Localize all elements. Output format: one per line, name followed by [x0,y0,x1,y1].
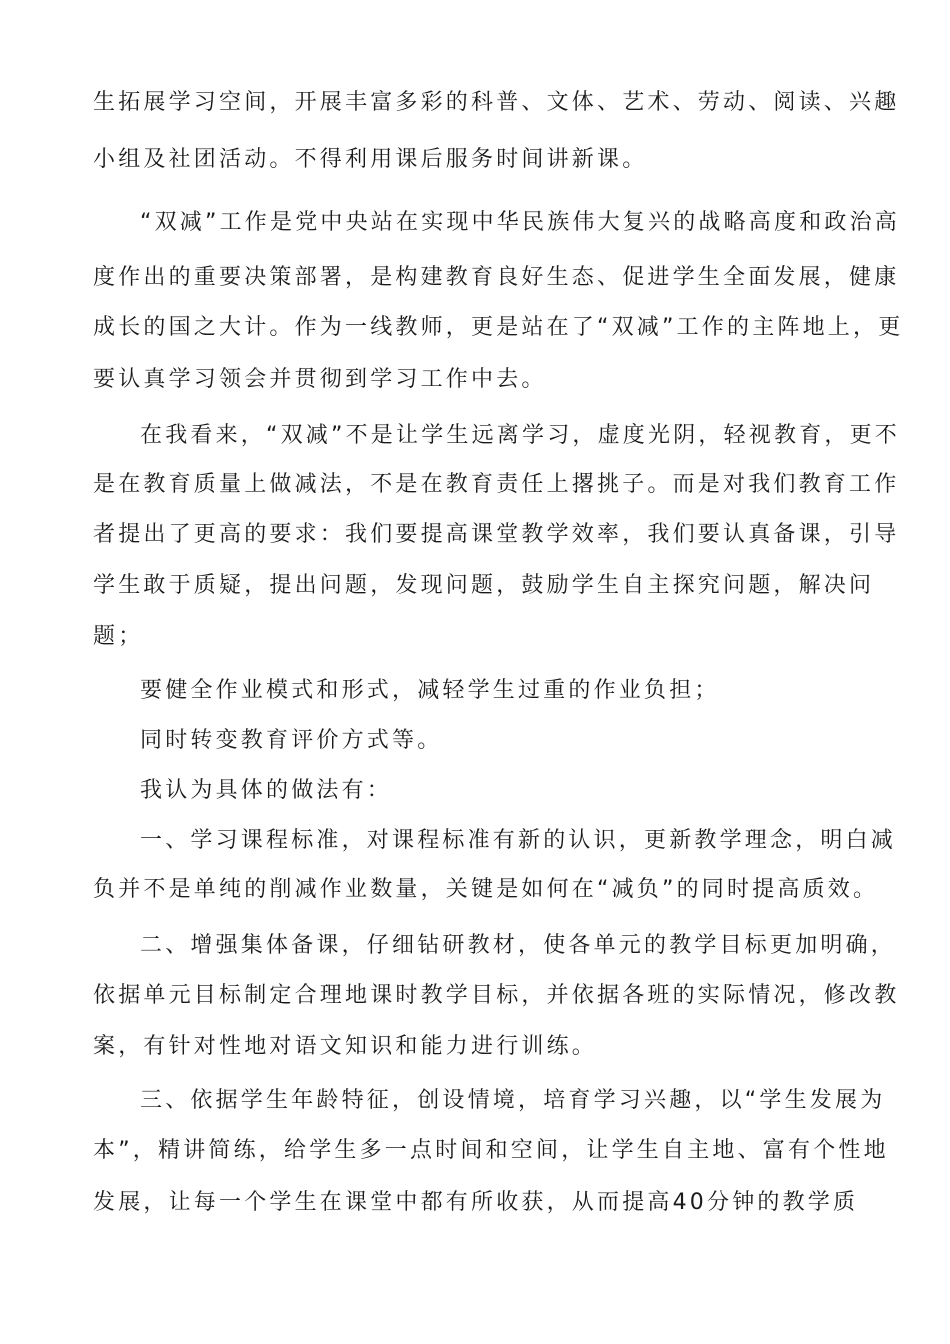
text-line: 依据单元目标制定合理地课时教学目标，并依据各班的实际情况，修改教 [93,983,900,1008]
text-line: 要健全作业模式和形式，减轻学生过重的作业负担； [140,678,720,703]
text-line: 是在教育质量上做减法，不是在教育责任上撂挑子。而是对我们教育工作 [93,472,900,497]
text-line: 三、依据学生年龄特征，创设情境，培育学习兴趣，以“学生发展为 [140,1088,886,1113]
text-line: 我认为具体的做法有： [140,778,393,803]
text-line: “双减”工作是党中央站在实现中华民族伟大复兴的战略高度和政治高 [140,210,900,235]
text-line: 成长的国之大计。作为一线教师，更是站在了“双减”工作的主阵地上，更 [93,315,904,340]
text-line: 本”，精讲简练，给学生多一点时间和空间，让学生自主地、富有个性地 [93,1138,889,1163]
text-line: 负并不是单纯的削减作业数量，关键是如何在“减负”的同时提高质效。 [93,877,879,902]
text-line: 要认真学习领会并贯彻到学习工作中去。 [93,367,547,392]
text-line: 二、增强集体备课，仔细钻研教材，使各单元的教学目标更加明确， [140,933,897,958]
text-line: 者提出了更高的要求：我们要提高课堂教学效率，我们要认真备课，引导 [93,522,900,547]
text-line: 生拓展学习空间，开展丰富多彩的科普、文体、艺术、劳动、阅读、兴趣 [93,90,900,115]
text-line: 案，有针对性地对语文知识和能力进行训练。 [93,1034,598,1059]
text-line: 小组及社团活动。不得利用课后服务时间讲新课。 [93,147,648,172]
text-line: 发展，让每一个学生在课堂中都有所收获，从而提高40分钟的教学质 [93,1190,859,1215]
text-line: 在我看来，“双减”不是让学生远离学习，虚度光阴，轻视教育，更不 [140,423,900,448]
text-line: 学生敢于质疑，提出问题，发现问题，鼓励学生自主探究问题，解决问 [93,573,875,598]
text-line: 题； [93,624,144,649]
text-line: 同时转变教育评价方式等。 [140,728,443,753]
text-line: 度作出的重要决策部署，是构建教育良好生态、促进学生全面发展，健康 [93,265,900,290]
text-line: 一、学习课程标准，对课程标准有新的认识，更新教学理念，明白减 [140,828,897,853]
